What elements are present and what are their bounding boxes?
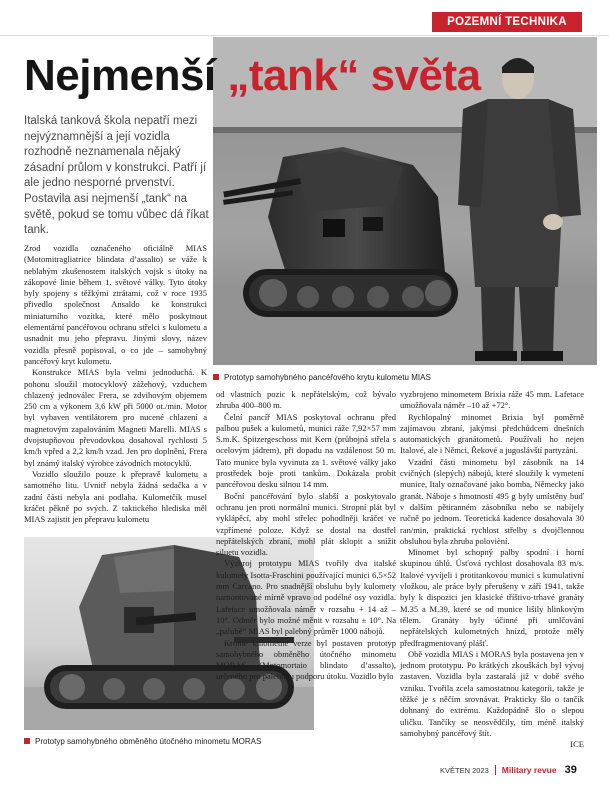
- paragraph: Boční pancéřování bylo slabší a poskytovalo ochranu jen proti normální munici. Stropní plát byl vyklápěcí, aby mohl střelec pohodlněji kráčet ve vzpřímené poloze. Když se dostal na dostřel nepřátelských zbraní, mohl plát sklopit a snížit siluetu vozidla.: [216, 490, 396, 558]
- headline-part1: Nejmenší: [24, 51, 228, 100]
- caption-square-icon: [24, 738, 30, 744]
- headline-part2: „tank“ světa: [227, 51, 481, 100]
- paragraph: Kromě kulometné verze byl postaven prototyp samohybného obměněho útočného minometu MORAS (Motomortaio blindato d’assalto), určeného pro palebnou podporu útoku. Vozidlo bylo: [216, 637, 396, 682]
- caption-top-text: Prototyp samohybného pancéřového krytu kulometu MIAS: [224, 372, 431, 382]
- paragraph: od vlastních pozic k nepřátelským, což bývalo zhruba 400–800 m.: [216, 389, 396, 411]
- paragraph: Zrod vozidla označeného oficiálně MIAS (Motomitragliatrice blindata d’assalto) se váže k neblahým zkušenostem italských vojsk s útoky na zákopové linie během 1. světové války. Tyto útoky byly spojeny s těžkými ztrátami, což v roce 1935 přivedlo společnost Ansaldo ke konstrukci miniaturního vozítka, které mělo poskytnout elementární pancéřovou ochranu střelci s kulometu a usnadnit mu jeho přepravu. Jinými slovy, název vozidla přesně popisoval, o co jde – samohybný pancéřový kryt kulometu.: [24, 243, 207, 366]
- page-number: 39: [564, 764, 577, 776]
- lead-paragraph: Italská tanková škola nepatří mezi nejvýznamnější a její vozidla rozhodně neznamenala nějaký zásadní průlom v konstrukci. Patří jí ale jedno nesporné prvenství. Postavila asi nejmenší „tank“ na světě, pokud se tomu vůbec dá říkat tank.: [24, 115, 209, 237]
- author-signature: ICE: [570, 739, 584, 750]
- caption-top-photo: [213, 370, 597, 384]
- caption-bottom-text: Prototyp samohybného obměněho útočného minometu MORAS: [35, 736, 262, 746]
- paragraph: Rychlopalný minomet Brixia byl poměrně zajímavou zbraní, jakýmsi předchůdcem dnešních automatických granátometů. Používali ho nejen Italové, ale i Němci, Řekové a jugoslávští partyzáni.: [400, 411, 584, 456]
- section-divider: [0, 35, 609, 36]
- footer-divider: [495, 765, 496, 775]
- paragraph: Výzbroj prototypu MIAS tvořily dva italské kulomety Isotta-Fraschini používající munici 6,5×52 mm Carcano. Pro snadnější obsluhu byly kulomety namontované mírně vpravo od podélné osy vozidla. Lafetace umožňovala náměr v rozsahu + 14 až – 10°. Odměr bylo možné měnit v rozsahu ± 10°. Na „palubě“ MIAS byl palebný průměr 1000 nábojů.: [216, 558, 396, 637]
- section-tag: POZEMNÍ TECHNIKA: [432, 12, 582, 32]
- magazine-name: Military revue: [501, 765, 557, 775]
- article-column-3: [400, 389, 584, 751]
- article-column-2: [216, 389, 396, 683]
- paragraph: Vozidlo sloužilo pouze k přepravě kulometu a samotného litu. Uvnitř nebyla žádná sedačka a v zadní části nebyla ani podlaha. Kulometčík musel kráčet pěkně po svých. Z taktického hlediska měl MIAS zajistit jen přepravu kulometu: [24, 468, 207, 525]
- paragraph: Minomet byl schopný palby spodní i horní skupinou úhlů. Úsťová rychlost dosahovala 83 m/s. Italové vyvíjeli i protitankovou munici s kumulativní vložkou, ale práce byly přerušeny v září 1941, takže byly k dispozici jen klasické tříštivo-trhavé granáty M.35 a M.39, které se od munice lišily hlinkovým tělem. Granáty byly účinné při umlčování nepřátelských kulometných hnízd, protože měly předfragmentovaný plášť.: [400, 547, 584, 648]
- caption-square-icon: [213, 374, 219, 380]
- paragraph: Čelní pancíř MIAS poskytoval ochranu před palbou pušek a kulometů, munici ráže 7,92×57 mm S.m.K. Spitzergeschoss mit Kern (průbojná střela s ocelovým jádrem), při dopadu na vzdálenost 50 m. Tato munice byla vyvinuta za 1. světové války jako prostředek boje proti tankům. Dokázala probít pancéřovou desku silnou 14 mm.: [216, 411, 396, 490]
- page-footer: [440, 763, 577, 777]
- paragraph: Konstrukce MIAS byla velmi jednoduchá. K pohonu sloužil motocyklový zážehový, vzduchem chlazený jednoválec Frera, se zdvihovým objemem 250 cm a výkonem 3,6 kW při 5000 ot./min. Motor byl vybaven ventilátorem pro nucené chlazení a magnetovým zapalováním Magneti Marelli. MIAS s dvojstupňovou převodovkou dosahoval rychlosti 5 km/h vpřed a 2,2 km/h vzad. Jen pro doplnění, Frera byl známý italský výrobce závodních motocyklů.: [24, 367, 207, 468]
- caption-bottom-photo: [24, 734, 314, 748]
- paragraph: Vzadní části minometu byl zásobník na 14 cvičných (slepých) nábojů, které sloužily k vymetení munice, Italy označované jako bomba, Německy jako granát. Náboje s hmotností 495 g byly umístěny buď v dalším pětiranném zásobníku nebo se nabíjely ručně po jednom. Teoretická kadence dosahovala 30 ran/min, praktická rychlost střelby s dvojčlennou obsluhou byla zhruba polovièní.: [400, 456, 584, 546]
- paragraph: Obě vozidla MIAS i MORAS byla postavena jen v jednom prototypu. Po krátkých zkouškách byl vývoj zastaven. Vozidla byla zastaralá již v době svého vzniku. Tvořila zcela samostatnou kategorii, takže je těžké je s něčím srovnávat. Prakticky šlo o tančík dohnaný do extrému. Každopádně šlo o slepou uličku. Tančíky se neosvědčily, tím méně italský samohybný pancéřový štít.: [400, 648, 584, 738]
- headline: [24, 50, 481, 102]
- issue-date: KVĚTEN 2023: [440, 765, 489, 775]
- article-column-1: [24, 243, 207, 525]
- paragraph: vyzbrojeno minometem Brixia ráže 45 mm. Lafetace umožňovala náměr –10 až +72°.: [400, 389, 584, 411]
